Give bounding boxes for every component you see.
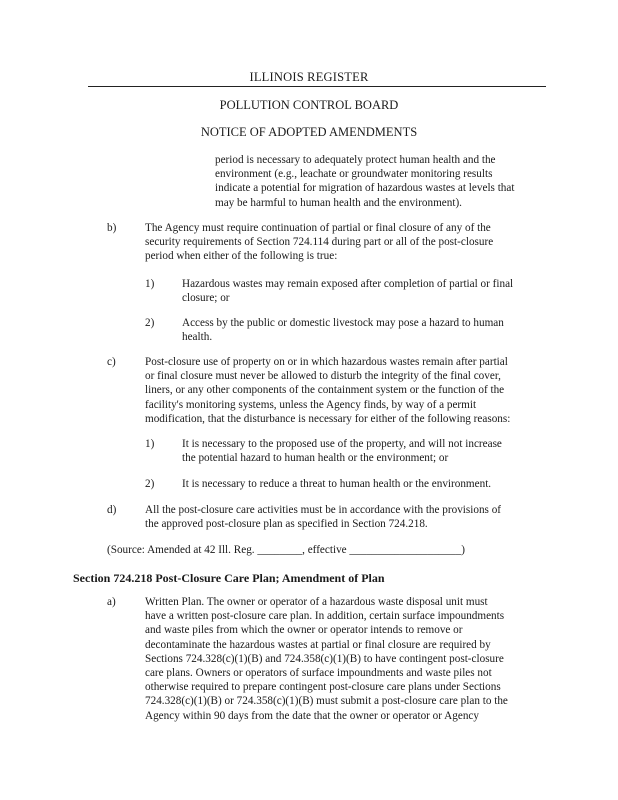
text-line: may be harmful to human health and the environment). bbox=[215, 196, 462, 209]
text-line: Hazardous wastes may remain exposed after completion of partial or final bbox=[182, 278, 514, 290]
text-line: period is necessary to adequately protect human health and the bbox=[215, 154, 496, 166]
subsection-d-text bbox=[145, 503, 501, 531]
text-line: or final closure must never be allowed to disturb the integrity of the final cover, bbox=[145, 370, 501, 383]
section-heading: Section 724.218 Post-Closure Care Plan; Amendment of Plan bbox=[73, 571, 385, 585]
header-rule bbox=[88, 86, 546, 87]
text-line: It is necessary to the proposed use of the property, and will not increase bbox=[182, 438, 502, 450]
item-b2-label: 2) bbox=[145, 317, 155, 329]
subsection-c-text bbox=[145, 355, 510, 426]
text-line: indicate a potential for migration of hazardous wastes at levels that bbox=[215, 182, 515, 195]
item-c2-label: 2) bbox=[145, 478, 155, 490]
text-line: health. bbox=[182, 331, 213, 344]
text-line: and waste piles from which the owner or operator intends to remove or bbox=[145, 624, 463, 637]
item-c1-label: 1) bbox=[145, 438, 155, 450]
subsection-a-text bbox=[145, 595, 508, 723]
text-line: closure; or bbox=[182, 292, 230, 305]
text-line: The Agency must require continuation of partial or final closure of any of the bbox=[145, 222, 491, 234]
text-line: 724.328(c)(1)(B) or 724.358(c)(1)(B) must submit a post-closure care plan to the bbox=[145, 695, 508, 708]
subsection-b-label: b) bbox=[107, 222, 117, 234]
item-b1-text bbox=[182, 277, 513, 305]
register-title: ILLINOIS REGISTER bbox=[249, 70, 369, 84]
text-line: have a written post-closure care plan. In addition, certain surface impoundments bbox=[145, 610, 505, 623]
text-line: Sections 724.328(c)(1)(B) and 724.358(c)(1)(B) to have contingent post-closure bbox=[145, 652, 504, 665]
text-line: It is necessary to reduce a threat to human health or the environment. bbox=[182, 478, 492, 490]
text-line: modification, that the disturbance is necessary for either of the following reasons: bbox=[145, 412, 511, 425]
text-line: decontaminate the hazardous wastes at partial or final closure are required by bbox=[145, 638, 491, 651]
text-line: care plans. Owners or operators of surface impoundments and waste piles not bbox=[145, 667, 492, 680]
item-b2-text bbox=[182, 316, 504, 344]
text-line: facility's monitoring systems, unless the Agency finds, by way of a permit bbox=[145, 398, 477, 411]
text-line: Post-closure use of property on or in which hazardous wastes remain after partial bbox=[145, 356, 508, 368]
text-line: otherwise required to prepare contingent post-closure care plans under Sections bbox=[145, 681, 501, 694]
text-line: Access by the public or domestic livestock may pose a hazard to human bbox=[182, 317, 504, 329]
text-line: liners, or any other components of the containment system or the function of the bbox=[145, 384, 505, 397]
notice-title: NOTICE OF ADOPTED AMENDMENTS bbox=[200, 125, 418, 139]
text-line: security requirements of Section 724.114 during part or all of the post-closure bbox=[145, 236, 494, 249]
item-b1-label: 1) bbox=[145, 278, 155, 290]
text-line: period when either of the following is true: bbox=[145, 250, 338, 263]
continuation-paragraph bbox=[215, 153, 514, 210]
subsection-c-label: c) bbox=[107, 356, 116, 368]
item-c1-text bbox=[182, 437, 502, 465]
text-line: environment (e.g., leachate or groundwater monitoring results bbox=[215, 168, 493, 181]
text-line: Agency within 90 days from the date that the owner or operator or Agency bbox=[145, 709, 479, 722]
subsection-b-text bbox=[145, 221, 493, 264]
text-line: All the post-closure care activities must be in accordance with the provisions of bbox=[145, 504, 502, 516]
board-title: POLLUTION CONTROL BOARD bbox=[219, 98, 399, 112]
source-note: (Source: Amended at 42 Ill. Reg. ________, effective ____________________) bbox=[107, 544, 466, 556]
text-line: the approved post-closure plan as specified in Section 724.218. bbox=[145, 518, 428, 531]
text-line: the potential hazard to human health or the environment; or bbox=[182, 452, 449, 465]
item-c2-text bbox=[182, 477, 491, 491]
subsection-d-label: d) bbox=[107, 504, 117, 516]
text-line: Written Plan. The owner or operator of a hazardous waste disposal unit must bbox=[145, 596, 488, 608]
subsection-a-label: a) bbox=[107, 596, 116, 608]
